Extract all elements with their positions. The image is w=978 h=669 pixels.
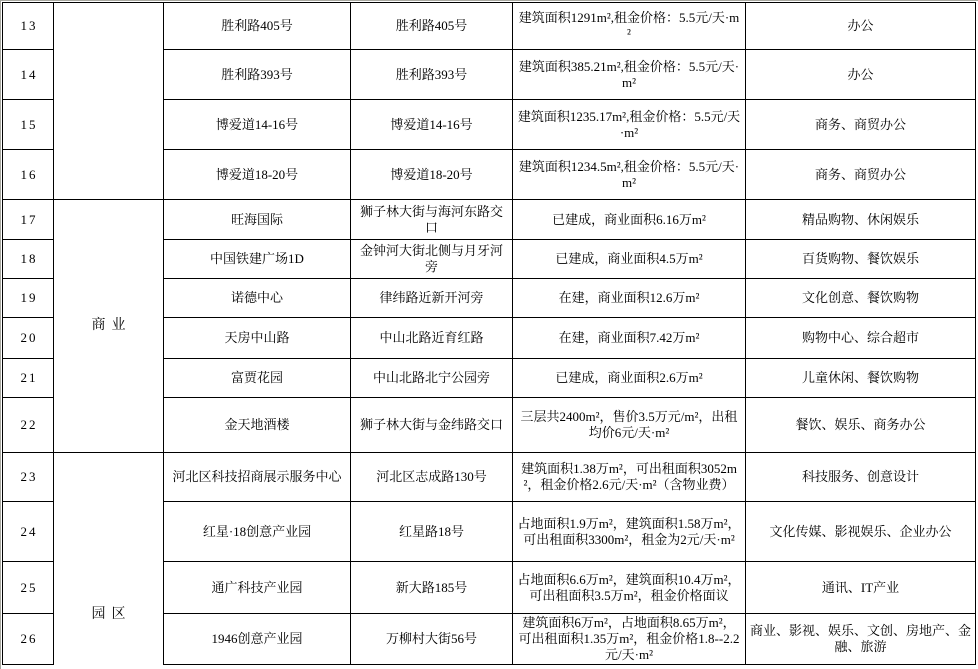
address-cell: 金钟河大街北侧与月牙河旁 [351, 240, 513, 279]
name-cell: 天房中山路 [164, 318, 351, 359]
table-row [3, 3, 976, 50]
name-cell: 红星·18创意产业园 [164, 502, 351, 562]
row-number-cell: 22 [3, 398, 54, 453]
row-number-cell: 15 [3, 100, 54, 150]
row-number-cell: 20 [3, 318, 54, 359]
row-number-cell: 17 [3, 200, 54, 240]
address-cell: 狮子林大街与金纬路交口 [351, 398, 513, 453]
usage-cell: 办公 [746, 3, 976, 50]
name-cell: 富贾花园 [164, 359, 351, 398]
address-cell: 狮子林大街与海河东路交口 [351, 200, 513, 240]
category-cell-blank [54, 3, 164, 200]
usage-cell: 办公 [746, 50, 976, 100]
scan-edge-artifact-left [0, 0, 1, 669]
usage-cell: 文化创意、餐饮购物 [746, 279, 976, 318]
address-cell: 中山北路北宁公园旁 [351, 359, 513, 398]
row-number-cell: 23 [3, 453, 54, 502]
name-cell: 金天地酒楼 [164, 398, 351, 453]
address-cell: 博爱道18-20号 [351, 150, 513, 200]
details-cell: 已建成，商业面积6.16万m² [513, 200, 746, 240]
name-cell: 旺海国际 [164, 200, 351, 240]
usage-cell: 精品购物、休闲娱乐 [746, 200, 976, 240]
usage-cell: 儿童休闲、餐饮购物 [746, 359, 976, 398]
name-cell: 1946创意产业园 [164, 614, 351, 665]
row-number-cell: 14 [3, 50, 54, 100]
category-cell-park: 园区 [54, 453, 164, 665]
property-listing-table [2, 2, 976, 665]
usage-cell: 通讯、IT产业 [746, 562, 976, 614]
details-cell: 在建，商业面积7.42万m² [513, 318, 746, 359]
usage-cell: 餐饮、娱乐、商务办公 [746, 398, 976, 453]
table-row [3, 453, 976, 502]
details-cell: 占地面积1.9万m²，建筑面积1.58万m²，可出租面积3300m²，租金为2元/天·m² [513, 502, 746, 562]
address-cell: 博爱道14-16号 [351, 100, 513, 150]
details-cell: 建筑面积6万m²，占地面积8.65万m²，可出租面积1.35万m²，租金价格1.8--2.2元/天·m² [513, 614, 746, 665]
details-cell: 建筑面积1234.5m²,租金价格：5.5元/天·m² [513, 150, 746, 200]
name-cell: 中国铁建广场1D [164, 240, 351, 279]
address-cell: 律纬路近新开河旁 [351, 279, 513, 318]
address-cell: 胜利路393号 [351, 50, 513, 100]
name-cell: 博爱道14-16号 [164, 100, 351, 150]
row-number-cell: 16 [3, 150, 54, 200]
usage-cell: 文化传媒、影视娱乐、企业办公 [746, 502, 976, 562]
row-number-cell: 26 [3, 614, 54, 665]
row-number-cell: 18 [3, 240, 54, 279]
address-cell: 河北区志成路130号 [351, 453, 513, 502]
details-cell: 建筑面积385.21m²,租金价格：5.5元/天·m² [513, 50, 746, 100]
details-cell: 三层共2400m²，售价3.5万元/m²，出租均价6元/天·m² [513, 398, 746, 453]
details-cell: 已建成，商业面积2.6万m² [513, 359, 746, 398]
row-number-cell: 24 [3, 502, 54, 562]
usage-cell: 商业、影视、娱乐、文创、房地产、金融、旅游 [746, 614, 976, 665]
usage-cell: 商务、商贸办公 [746, 100, 976, 150]
usage-cell: 科技服务、创意设计 [746, 453, 976, 502]
usage-cell: 商务、商贸办公 [746, 150, 976, 200]
details-cell: 已建成，商业面积4.5万m² [513, 240, 746, 279]
category-cell-commercial: 商业 [54, 200, 164, 453]
name-cell: 胜利路393号 [164, 50, 351, 100]
address-cell: 万柳村大街56号 [351, 614, 513, 665]
name-cell: 博爱道18-20号 [164, 150, 351, 200]
table-row [3, 200, 976, 240]
name-cell: 通广科技产业园 [164, 562, 351, 614]
details-cell: 建筑面积1235.17m²,租金价格：5.5元/天·m² [513, 100, 746, 150]
name-cell: 河北区科技招商展示服务中心 [164, 453, 351, 502]
details-cell: 在建，商业面积12.6万m² [513, 279, 746, 318]
address-cell: 胜利路405号 [351, 3, 513, 50]
row-number-cell: 21 [3, 359, 54, 398]
address-cell: 红星路18号 [351, 502, 513, 562]
name-cell: 诺德中心 [164, 279, 351, 318]
row-number-cell: 25 [3, 562, 54, 614]
details-cell: 占地面积6.6万m²，建筑面积10.4万m²，可出租面积3.5万m²，租金价格面议 [513, 562, 746, 614]
usage-cell: 百货购物、餐饮娱乐 [746, 240, 976, 279]
details-cell: 建筑面积1.38万m²，可出租面积3052m²，租金价格2.6元/天·m²（含物业费） [513, 453, 746, 502]
row-number-cell: 13 [3, 3, 54, 50]
name-cell: 胜利路405号 [164, 3, 351, 50]
address-cell: 中山北路近育红路 [351, 318, 513, 359]
details-cell: 建筑面积1291m²,租金价格：5.5元/天·m² [513, 3, 746, 50]
address-cell: 新大路185号 [351, 562, 513, 614]
scan-edge-artifact-top [0, 0, 978, 1]
usage-cell: 购物中心、综合超市 [746, 318, 976, 359]
row-number-cell: 19 [3, 279, 54, 318]
